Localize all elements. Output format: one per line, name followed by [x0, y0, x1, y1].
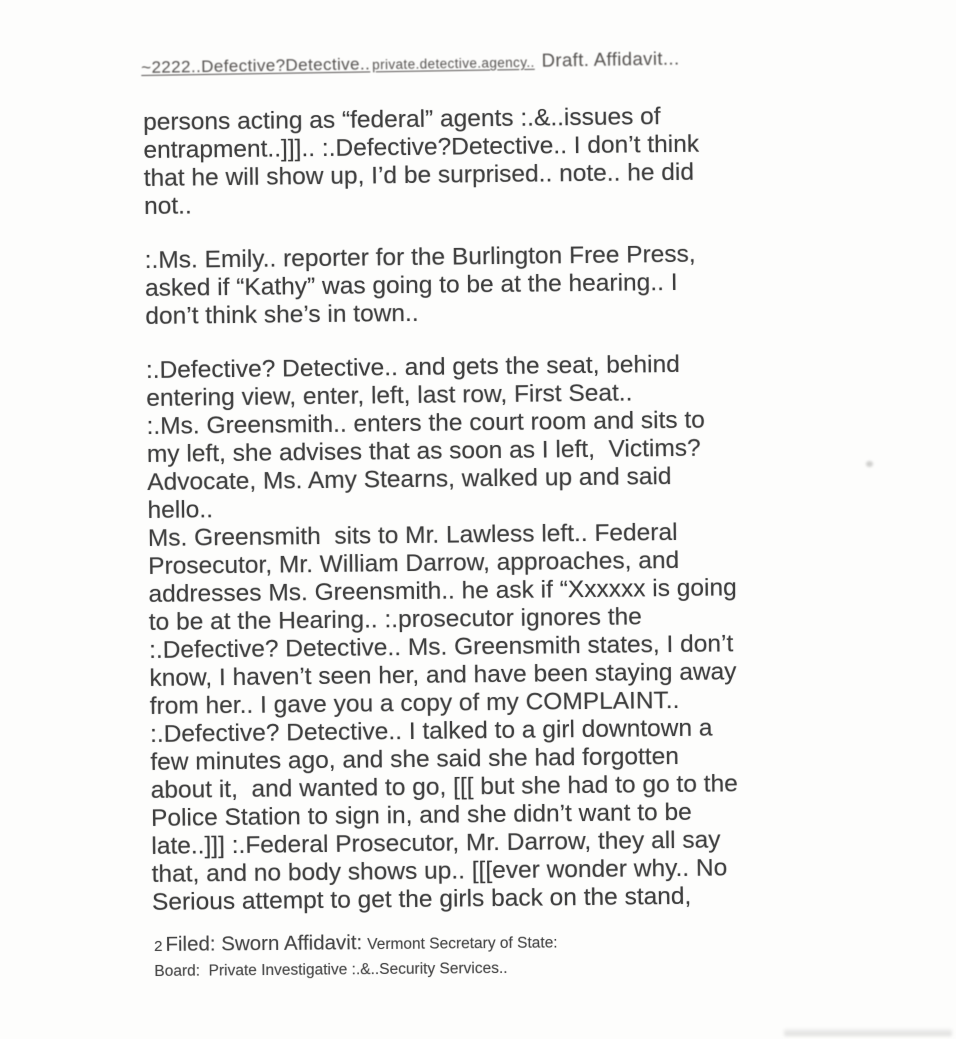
body-paragraph-3: :.Defective? Detective.. and gets the seat, behind entering view, enter, left, last row, First Seat.. :.Ms. Greensmith.. enters the court room and sits to my left, she advises that as soon as I left, Victims? Advocate, Ms. Amy Stearns, walked up and said hello.. Ms. Greensmith sits to Mr. Lawless left.. Federal Prosecutor, Mr. William Darrow, approaches, and addresses Ms. Greensmith.. he ask if “Xxxxxx is going to be at the Hearing.. :.prosecutor ignores the :.Defective? Detective.. Ms. Greensmith states, I don’t know, I haven’t seen her, and have been staying away from her.. I gave you a copy of my COMPLAINT.. :.Defective? Detective.. I talked to a girl downtown a few minutes ago, and she said she had forgotten about it, and wanted to go, [[[ but she had to go to the Police Station to sign in, and she didn’t want to be late..]]] :.Federal Prosecutor, Mr. Darrow, they all say that, and no body shows up.. [[[ever wonder why.. No Serious attempt to get the girls back on the stand,: [145, 350, 738, 916]
header-draft-affidavit-text: Draft. Affidavit...: [541, 47, 680, 71]
filed-sworn-affidavit-label: Filed: Sworn Affidavit:: [165, 931, 363, 956]
page-number: 2: [154, 937, 163, 955]
vermont-secretary-label: Vermont Secretary of State:: [367, 934, 558, 954]
document-body: [143, 100, 952, 943]
scan-smudge-bottom-right: [784, 1029, 952, 1036]
header-title-text: ~2222..Defective?Detective..: [141, 54, 371, 77]
document-header: [141, 48, 680, 78]
board-services-line: Board: Private Investigative :.&..Security Services..: [154, 959, 508, 980]
scan-speck-right-margin: [866, 461, 873, 467]
footer-filed-line: [154, 929, 558, 957]
document-footer: [154, 929, 558, 981]
body-paragraph-2: :.Ms. Emily.. reporter for the Burlington Free Press, asked if “Kathy” was going to be at the hearing.. I don’t think she’s in town..: [144, 240, 696, 330]
body-paragraph-1: persons acting as “federal” agents :.&..issues of entrapment..]]].. :.Defective?Detective.. I don’t think that he will show up, I’d be surprised.. note.. he did not..: [143, 103, 700, 220]
header-agency-text: private.detective.agency..: [372, 54, 535, 73]
